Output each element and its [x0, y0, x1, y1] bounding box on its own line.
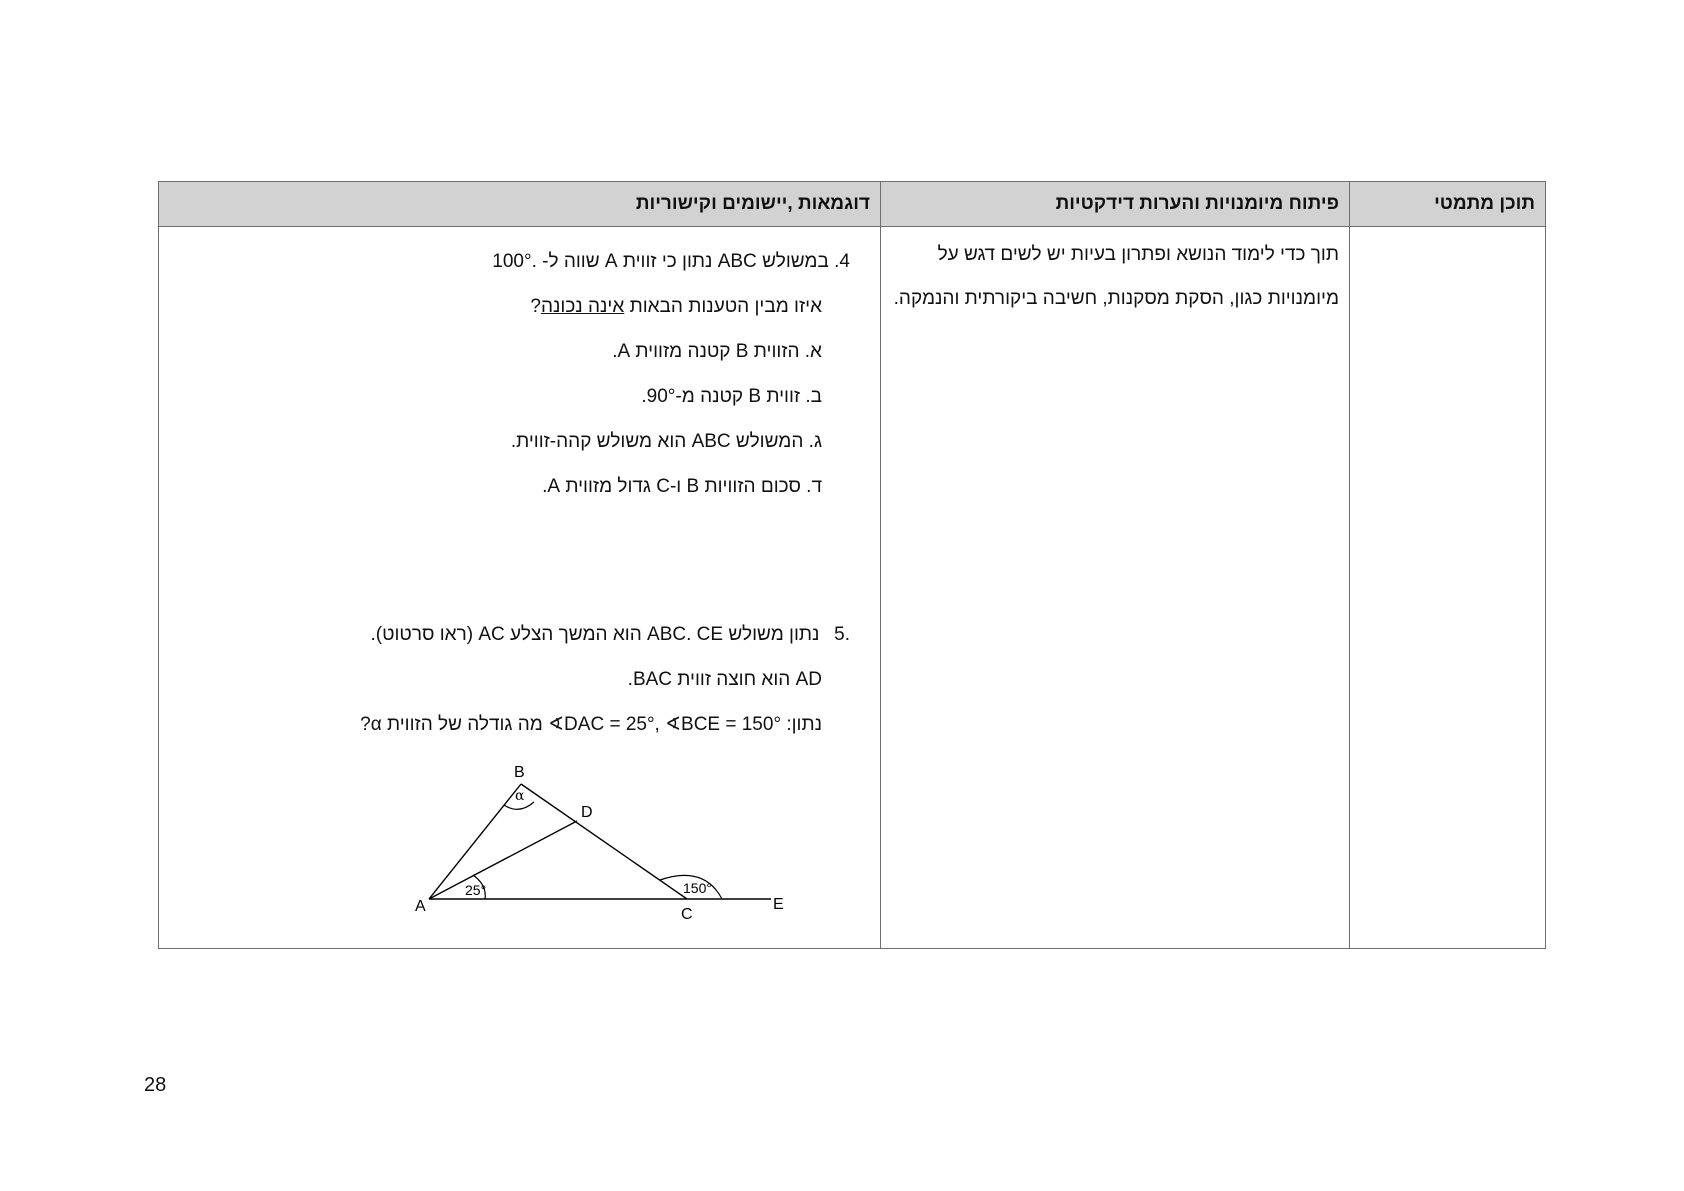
example-4-stem: 4. במשולש ABC נתון כי זווית A שווה ל- 100°. — [492, 251, 850, 272]
segment-bc — [521, 784, 687, 899]
example-5-number: .5 — [834, 624, 850, 645]
example-4-question: איזו מבין הטענות הבאות אינה נכונה? — [530, 296, 822, 317]
option-b: ב. זווית B קטנה מ-90°. — [641, 386, 822, 407]
header-examples: דוגמאות ,יישומים וקישוריות — [159, 182, 881, 227]
segment-ad — [429, 821, 577, 899]
label-b: B — [514, 764, 525, 781]
content-cell — [1350, 227, 1546, 949]
example-4-number: 4. — [834, 251, 850, 272]
option-d: ד. סכום הזוויות B ו-C גדול מזווית A. — [542, 476, 822, 497]
underlined-phrase: אינה נכונה — [540, 296, 625, 317]
skills-cell — [881, 227, 1350, 949]
label-d: D — [581, 804, 593, 821]
label-alpha: α — [515, 788, 525, 804]
triangle-diagram — [415, 757, 799, 923]
header-skills: פיתוח מיומנויות והערות דידקטיות — [881, 182, 1350, 227]
label-a: A — [415, 898, 426, 915]
table-row — [159, 227, 1546, 949]
label-e: E — [773, 896, 784, 913]
example-5-given: נתון: ∢DAC = 25°, ∢BCE = 150° מה גודלה של הזווית α? — [360, 714, 822, 735]
header-content: תוכן מתמטי — [1350, 182, 1546, 227]
label-angle-bce: 150° — [683, 880, 712, 896]
label-c: C — [681, 906, 693, 923]
option-a: א. הזווית B קטנה מזווית A. — [612, 341, 822, 362]
skills-text: תוך כדי לימוד הנושא ופתרון בעיות יש לשים דגש על מיומנויות כגון, הסקת מסקנות, חשיבה ביקורתית והנמקה. — [893, 244, 1339, 309]
option-c: ג. המשולש ABC הוא משולש קהה-זווית. — [510, 431, 822, 452]
label-angle-dac: 25° — [465, 882, 487, 898]
example-5-line2: AD הוא חוצה זווית BAC. — [627, 669, 822, 690]
curriculum-table — [158, 181, 1546, 949]
example-5-line1: .5 נתון משולש ABC. CE הוא המשך הצלע AC (ראו סרטוט). — [360, 612, 850, 657]
examples-cell — [159, 227, 881, 949]
example-5 — [360, 612, 850, 747]
page-number: 28 — [144, 1074, 167, 1096]
example-4 — [492, 239, 850, 509]
table-header-row — [159, 182, 1546, 227]
